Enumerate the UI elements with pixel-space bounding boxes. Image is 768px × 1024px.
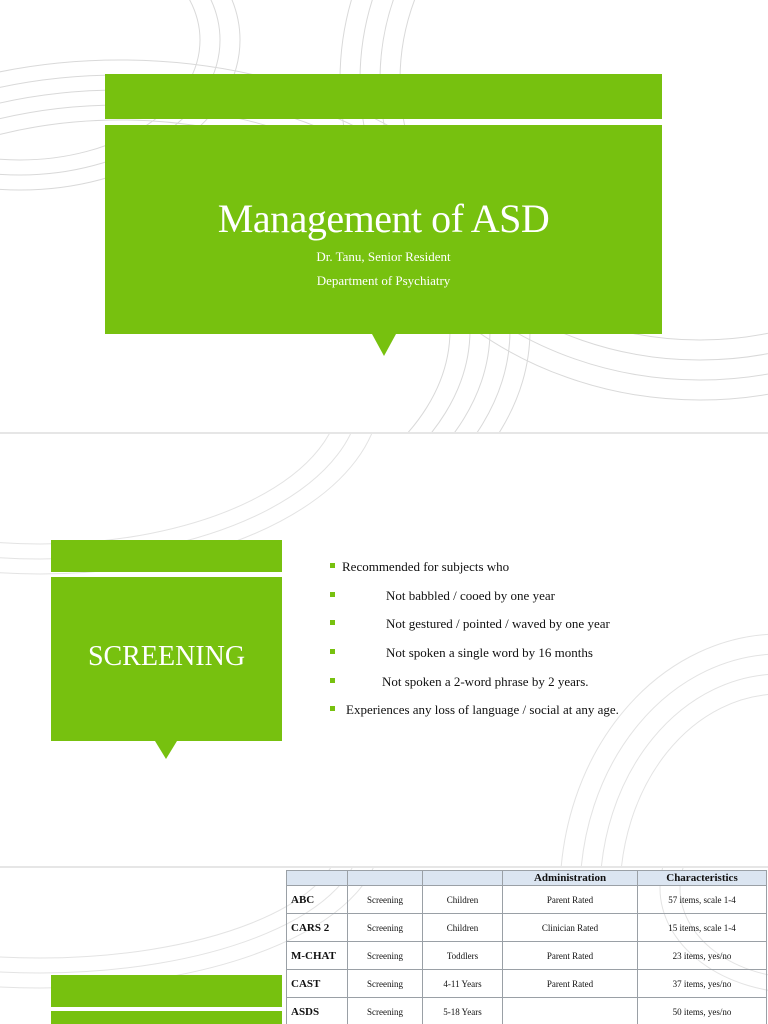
table-cell: 50 items, yes/no <box>638 998 767 1024</box>
bullet-icon <box>330 678 335 683</box>
table-cell: CARS 2 <box>287 914 348 942</box>
bullet-icon <box>330 706 335 711</box>
bullet-list: Recommended for subjects who Not babbled / cooed by one year Not gestured / pointed / waved by one year Not spoken a single word by 16 months Not spoken a 2-word phrase by 2 years. Experiences any loss of language / social at any age. <box>0 434 768 866</box>
screening-tools-table <box>286 870 767 1024</box>
bullet-icon <box>330 649 335 654</box>
title-top-bar <box>105 74 662 119</box>
screening-slide <box>0 434 768 866</box>
title-box-pointer <box>372 334 396 356</box>
section-title-box <box>51 1011 282 1024</box>
table-cell: 37 items, yes/no <box>638 970 767 998</box>
table-row <box>287 970 767 998</box>
tools-slide <box>0 868 768 1024</box>
bullet-icon <box>330 592 335 597</box>
table-cell: Parent Rated <box>503 886 638 914</box>
section-title: SCREENING <box>87 641 246 672</box>
table-cell: 23 items, yes/no <box>638 942 767 970</box>
table-cell: Screening <box>348 998 423 1024</box>
table-header <box>348 871 423 886</box>
table-cell: Screening <box>348 942 423 970</box>
table-header <box>287 871 348 886</box>
table-cell: Children <box>423 914 503 942</box>
table-header <box>423 871 503 886</box>
table-cell: ABC <box>287 886 348 914</box>
table-cell: 4-11 Years <box>423 970 503 998</box>
table-cell: CAST <box>287 970 348 998</box>
presenter-department: Department of Psychiatry <box>316 273 451 288</box>
table-header: Administration <box>503 871 638 886</box>
slide-title: Management of ASD <box>217 196 550 241</box>
table-cell: 15 items, scale 1-4 <box>638 914 767 942</box>
table-cell: Screening <box>348 886 423 914</box>
table-cell: Parent Rated <box>503 970 638 998</box>
table-cell: Children <box>423 886 503 914</box>
bullet-icon <box>330 563 335 568</box>
table-cell: 57 items, scale 1-4 <box>638 886 767 914</box>
presenter-name: Dr. Tanu, Senior Resident <box>316 249 451 264</box>
table-row <box>287 886 767 914</box>
title-slide <box>0 0 768 432</box>
table-cell: ASDS <box>287 998 348 1024</box>
table-cell: 5-18 Years <box>423 998 503 1024</box>
table-header: Characteristics <box>638 871 767 886</box>
table-cell: Parent Rated <box>503 942 638 970</box>
table-cell: Clinician Rated <box>503 914 638 942</box>
table-row <box>287 998 767 1024</box>
section-top-bar <box>51 975 282 1007</box>
table-cell: Screening <box>348 914 423 942</box>
table-cell: M-CHAT <box>287 942 348 970</box>
table-cell <box>503 998 638 1024</box>
table-row <box>287 914 767 942</box>
table-cell: Screening <box>348 970 423 998</box>
bullet-icon <box>330 620 335 625</box>
table-header-row <box>287 871 767 886</box>
table-row <box>287 942 767 970</box>
table-cell: Toddlers <box>423 942 503 970</box>
